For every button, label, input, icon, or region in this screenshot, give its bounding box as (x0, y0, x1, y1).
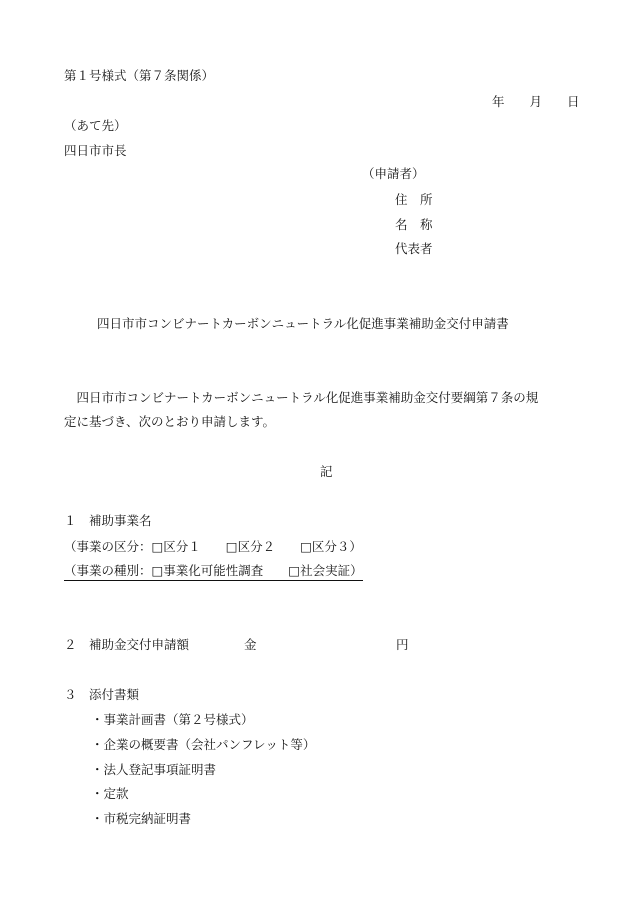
ki-heading: 記 (320, 464, 333, 479)
section-1-title: １ 補助事業名 (64, 513, 152, 528)
applicant-label: （申請者） (362, 166, 425, 181)
attachment-item: ・市税完納証明書 (91, 811, 192, 826)
attachment-item: ・事業計画書（第２号様式） (91, 712, 254, 727)
date-line: 年 月 日 (492, 94, 580, 109)
addressee-prefix: （あて先） (64, 118, 127, 133)
applicant-address-label: 住 所 (395, 192, 433, 207)
applicant-name-label: 名 称 (395, 217, 433, 232)
form-number: 第１号様式（第７条関係） (64, 68, 215, 83)
attachment-item: ・企業の概要書（会社パンフレット等） (91, 737, 316, 752)
section-3-title: ３ 添付書類 (64, 687, 140, 702)
section-2-title: ２ 補助金交付申請額 (64, 637, 190, 652)
addressee: 四日市市長 (64, 143, 127, 158)
body-text-line-2: 定に基づき、次のとおり申請します。 (64, 414, 276, 429)
attachment-item: ・定款 (91, 786, 129, 801)
applicant-representative-label: 代表者 (395, 241, 433, 256)
body-text-line-1: 四日市市コンビナートカーボンニュートラル化促進事業補助金交付要綱第７条の規 (64, 390, 539, 405)
amount-kin-label: 金 (244, 637, 257, 652)
business-type-line: （事業の種別：□事業化可能性調査 □社会実証） (64, 563, 363, 581)
attachment-item: ・法人登記事項証明書 (91, 762, 217, 777)
amount-yen-label: 円 (396, 637, 409, 652)
document-title: 四日市市コンビナートカーボンニュートラル化促進事業補助金交付申請書 (97, 316, 509, 331)
business-category-line: （事業の区分：□区分１ □区分２ □区分３） (64, 539, 362, 554)
